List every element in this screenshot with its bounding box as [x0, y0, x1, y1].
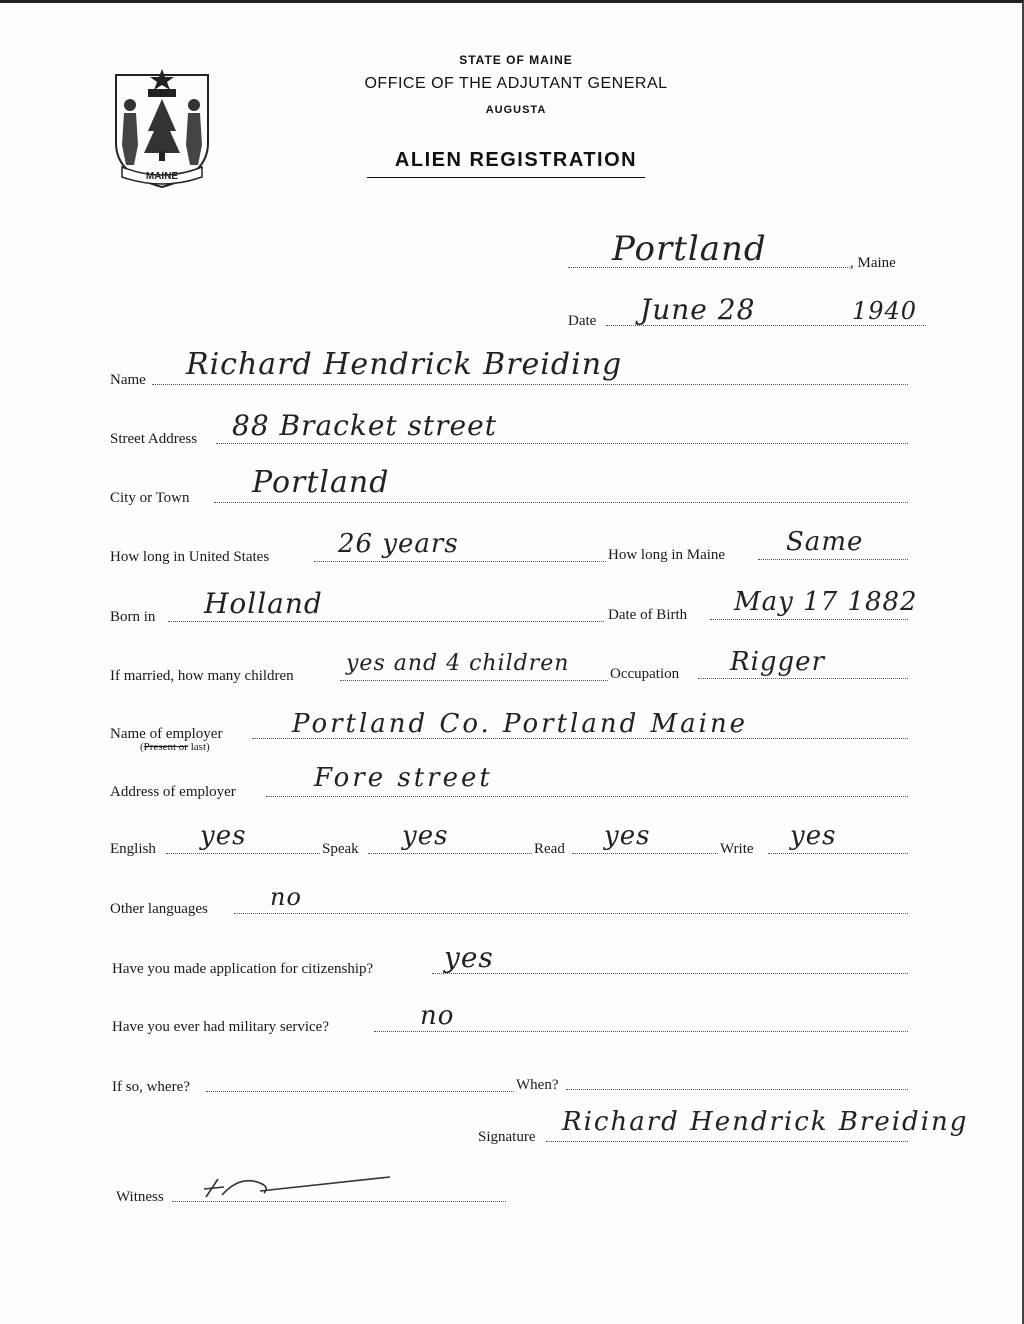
- speak-value[interactable]: yes: [402, 821, 449, 851]
- english-line: [166, 853, 320, 854]
- english-value[interactable]: yes: [200, 821, 247, 851]
- employer-label: Name of employer: [110, 726, 223, 742]
- name-line: [152, 384, 908, 385]
- date-label: Date: [568, 313, 597, 329]
- born-in-label: Born in: [110, 609, 156, 625]
- citizenship-label: Have you made application for citizenship?: [112, 961, 374, 977]
- office-heading: OFFICE OF THE ADJUTANT GENERAL: [364, 75, 668, 92]
- street-address-value[interactable]: 88 Bracket street: [232, 409, 497, 442]
- married-children-value[interactable]: yes and 4 children: [346, 651, 570, 676]
- employer-value[interactable]: Portland Co. Portland Maine: [292, 709, 749, 739]
- read-value[interactable]: yes: [604, 821, 651, 851]
- how-long-us-line: [314, 561, 606, 562]
- where-label: If so, where?: [112, 1079, 190, 1095]
- title-underline: [367, 177, 645, 178]
- signature-line: [546, 1141, 908, 1142]
- occupation-label: Occupation: [610, 666, 680, 682]
- witness-label: Witness: [116, 1189, 164, 1205]
- city-heading: AUGUSTA: [485, 104, 547, 116]
- married-children-label: If married, how many children: [110, 668, 294, 684]
- employer-address-label: Address of employer: [110, 784, 236, 800]
- employer-sublabel: (Present or last): [140, 741, 210, 753]
- born-in-line: [168, 621, 604, 622]
- date-of-birth-label: Date of Birth: [608, 607, 688, 623]
- other-languages-label: Other languages: [110, 901, 208, 917]
- military-value[interactable]: no: [420, 1001, 455, 1031]
- city-label: City or Town: [110, 490, 190, 506]
- occupation-value[interactable]: Rigger: [730, 647, 825, 677]
- how-long-maine-label: How long in Maine: [608, 547, 726, 563]
- occupation-line: [698, 678, 908, 679]
- form-title: ALIEN REGISTRATION: [394, 149, 638, 171]
- how-long-us-label: How long in United States: [110, 549, 270, 565]
- city-line: [214, 502, 908, 503]
- signature-value[interactable]: Richard Hendrick Breiding: [562, 1107, 969, 1137]
- born-in-value[interactable]: Holland: [204, 587, 323, 620]
- witness-signature-mark: [200, 1171, 400, 1203]
- street-address-line: [216, 443, 908, 444]
- seal-text: MAINE: [145, 171, 179, 182]
- write-line: [768, 853, 908, 854]
- city-value[interactable]: Portland: [252, 465, 390, 500]
- signature-label: Signature: [478, 1129, 536, 1145]
- place-suffix: , Maine: [850, 255, 896, 271]
- military-line: [374, 1031, 908, 1032]
- how-long-us-value[interactable]: 26 years: [338, 529, 459, 559]
- name-value[interactable]: Richard Hendrick Breiding: [186, 347, 623, 382]
- when-label: When?: [516, 1077, 559, 1093]
- read-label: Read: [534, 841, 565, 857]
- where-line[interactable]: [206, 1091, 514, 1092]
- speak-line: [368, 853, 532, 854]
- how-long-maine-value[interactable]: Same: [786, 527, 864, 557]
- other-languages-value[interactable]: no: [270, 883, 302, 911]
- read-line: [572, 853, 718, 854]
- citizenship-value[interactable]: yes: [444, 941, 494, 974]
- how-long-maine-line: [758, 559, 908, 560]
- write-label: Write: [720, 841, 754, 857]
- name-label: Name: [110, 372, 146, 388]
- married-children-line: [340, 680, 608, 681]
- street-address-label: Street Address: [110, 431, 198, 447]
- speak-label: Speak: [322, 841, 359, 857]
- english-label: English: [110, 841, 156, 857]
- date-value[interactable]: June 28: [640, 293, 756, 326]
- military-label: Have you ever had military service?: [112, 1019, 329, 1035]
- date-year[interactable]: 1940: [852, 297, 918, 325]
- state-heading: STATE OF MAINE: [459, 53, 573, 67]
- date-of-birth-line: [710, 619, 908, 620]
- employer-address-line: [266, 796, 908, 797]
- date-of-birth-value[interactable]: May 17 1882: [734, 587, 918, 617]
- write-value[interactable]: yes: [790, 821, 837, 851]
- when-line[interactable]: [566, 1089, 908, 1090]
- citizenship-line: [432, 973, 908, 974]
- employer-address-value[interactable]: Fore street: [314, 763, 493, 793]
- employer-sublabel-struck: Present or: [143, 741, 188, 753]
- other-languages-line: [234, 913, 908, 914]
- place-value[interactable]: Portland: [612, 229, 767, 269]
